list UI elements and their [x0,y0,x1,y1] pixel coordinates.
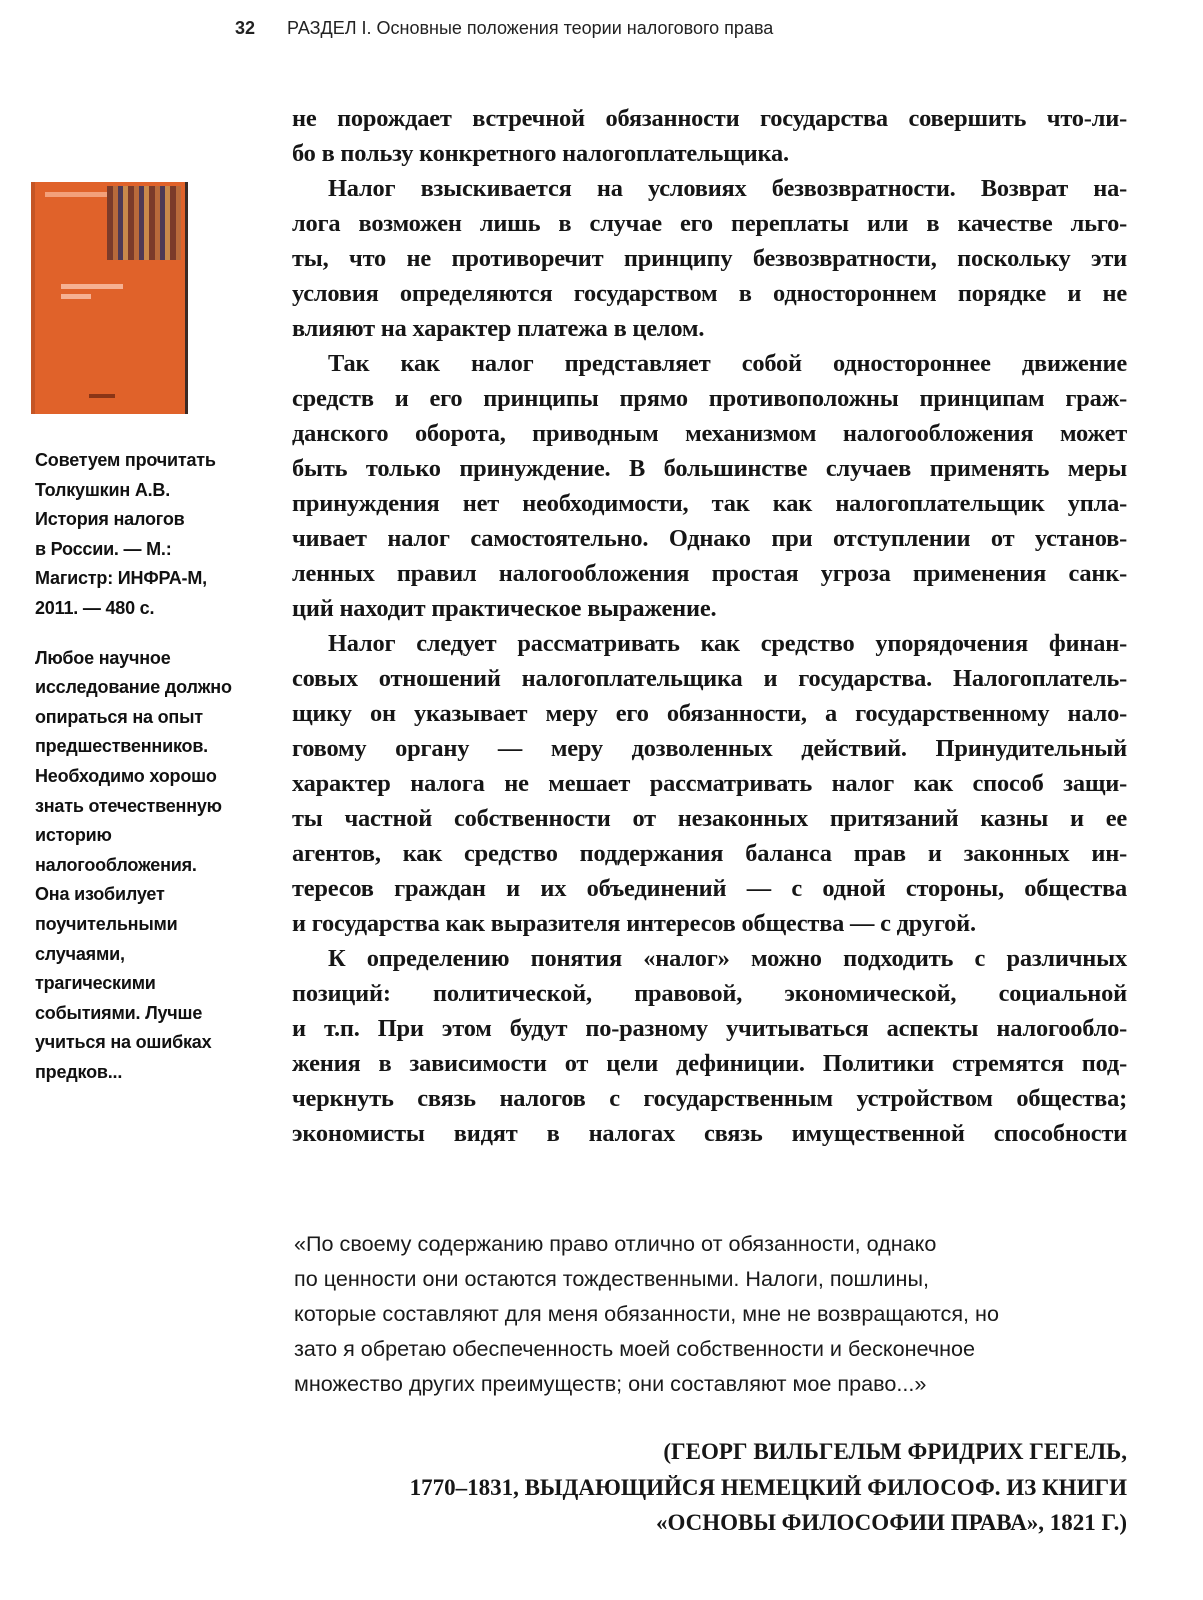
sidebar-line: историю [35,825,112,846]
cover-publisher-mark [89,394,115,398]
sidebar-note [35,644,260,1088]
text-line: данского оборота, приводным механизмом налогообложения может [292,420,1127,447]
text-line: Так как налог представляет собой одностороннее движение [328,350,1127,377]
text-line: ты, что не противоречит принципу безвозвратности, поскольку эти [292,245,1127,272]
sidebar-line: трагическими [35,973,156,994]
text-line: черкнуть связь налогов с государственным устройством общества; [292,1085,1127,1112]
text-line: Налог следует рассматривать как средство упорядочения финан- [328,630,1127,657]
recommended-reading [35,446,260,624]
text-line: ты частной собственности от незаконных притязаний казны и ее [292,805,1127,832]
text-line: и государства как выразителя интересов общества — с другой. [292,910,976,937]
sidebar-line: Толкушкин А.В. [35,479,171,500]
sidebar-line: событиями. Лучше [35,1002,203,1023]
text-line: агентов, как средство поддержания баланса прав и законных ин- [292,840,1127,867]
text-line: влияют на характер платежа в целом. [292,315,705,342]
text-line: и т.п. При этом будут по-разному учитываться аспекты налогообло- [292,1015,1127,1042]
page-header [235,18,1135,39]
text-line: позиций: политической, правовой, экономической, социальной [292,980,1127,1007]
text-line: щику он указывает меру его обязанности, а государственному нало- [292,700,1127,727]
attribution-line: «ОСНОВЫ ФИЛОСОФИИ ПРАВА», 1821 Г.) [655,1510,1127,1535]
quote-attribution [292,1434,1127,1541]
sidebar-line: налогообложения. [35,854,197,875]
cover-spine [31,182,35,414]
cover-illustration [107,186,181,260]
sidebar-line: учиться на ошибках [35,1032,212,1053]
sidebar-line: Советуем прочитать [35,450,216,470]
text-line: тересов граждан и их объединений — с одной стороны, общества [292,875,1127,902]
text-line: ций находит практическое выражение. [292,595,717,622]
text-line: средств и его принципы прямо противоположны принципам граж- [292,385,1127,412]
text-line: жения в зависимости от цели дефиниции. Политики стремятся под- [292,1050,1127,1077]
text-line: Налог взыскивается на условиях безвозвратности. Возврат на- [328,175,1127,202]
text-line: бо в пользу конкретного налогоплательщика. [292,140,789,167]
book-cover-image [35,182,185,414]
sidebar-line: Магистр: ИНФРА-М, [35,568,207,589]
text-line: совых отношений налогоплательщика и государства. Налогоплатель- [292,665,1127,692]
sidebar-line: Необходимо хорошо [35,765,217,786]
sidebar-line: предшественников. [35,736,208,757]
text-line: чивает налог самостоятельно. Однако при отступлении от установ- [292,525,1127,552]
sidebar-line: Она изобилует [35,884,165,905]
quote-line: зато я обретаю обеспеченность моей собственности и бесконечное [294,1336,976,1361]
sidebar-line: опираться на опыт [35,706,203,727]
hegel-quote [294,1226,1129,1401]
sidebar-line: История налогов [35,509,185,530]
quote-line: по ценности они остаются тождественными. Налоги, пошлины, [294,1266,929,1291]
text-line: характер налога не мешает рассматривать налог как способ защи- [292,770,1127,797]
body-text [292,101,1127,1151]
text-line: быть только принуждение. В большинстве случаев применять меры [292,455,1127,482]
quote-line: которые составляют для меня обязанности, мне не возвращаются, но [294,1301,999,1326]
sidebar-line: знать отечественную [35,795,222,816]
sidebar-line: случаями, [35,943,125,964]
sidebar-line: предков... [35,1061,123,1082]
text-line: лога возможен лишь в случае его переплаты или в качестве льго- [292,210,1127,237]
quote-line: «По своему содержанию право отлично от обязанности, однако [294,1231,937,1256]
text-line: говому органу — меру дозволенных действий. Принудительный [292,735,1127,762]
sidebar-line: 2011. — 480 с. [35,597,155,618]
sidebar-line: Любое научное [35,647,171,668]
text-line: К определению понятия «налог» можно подходить с различных [328,945,1127,972]
sidebar-line: в России. — М.: [35,538,172,559]
quote-line: множество других преимуществ; они составляют мое право...» [294,1371,927,1396]
section-title: РАЗДЕЛ I. Основные положения теории налогового права [287,18,774,38]
sidebar-line: поучительными [35,913,178,934]
page-number: 32 [235,18,256,38]
text-line: экономисты видят в налогах связь имущественной способности [292,1120,1127,1147]
text-line: условия определяются государством в одностороннем порядке и не [292,280,1127,307]
text-line: ленных правил налогообложения простая угроза применения санк- [292,560,1127,587]
attribution-line: 1770–1831, ВЫДАЮЩИЙСЯ НЕМЕЦКИЙ ФИЛОСОФ. ИЗ КНИГИ [409,1474,1127,1500]
cover-title-mark [61,294,91,299]
attribution-line: (ГЕОРГ ВИЛЬГЕЛЬМ ФРИДРИХ ГЕГЕЛЬ, [663,1439,1127,1464]
sidebar-line: исследование должно [35,677,232,698]
text-line: принуждения нет необходимости, так как налогоплательщик упла- [292,490,1127,517]
text-line: не порождает встречной обязанности государства совершить что-ли- [292,105,1127,132]
cover-title-mark [61,284,123,289]
margin-sidebar [35,446,260,1087]
